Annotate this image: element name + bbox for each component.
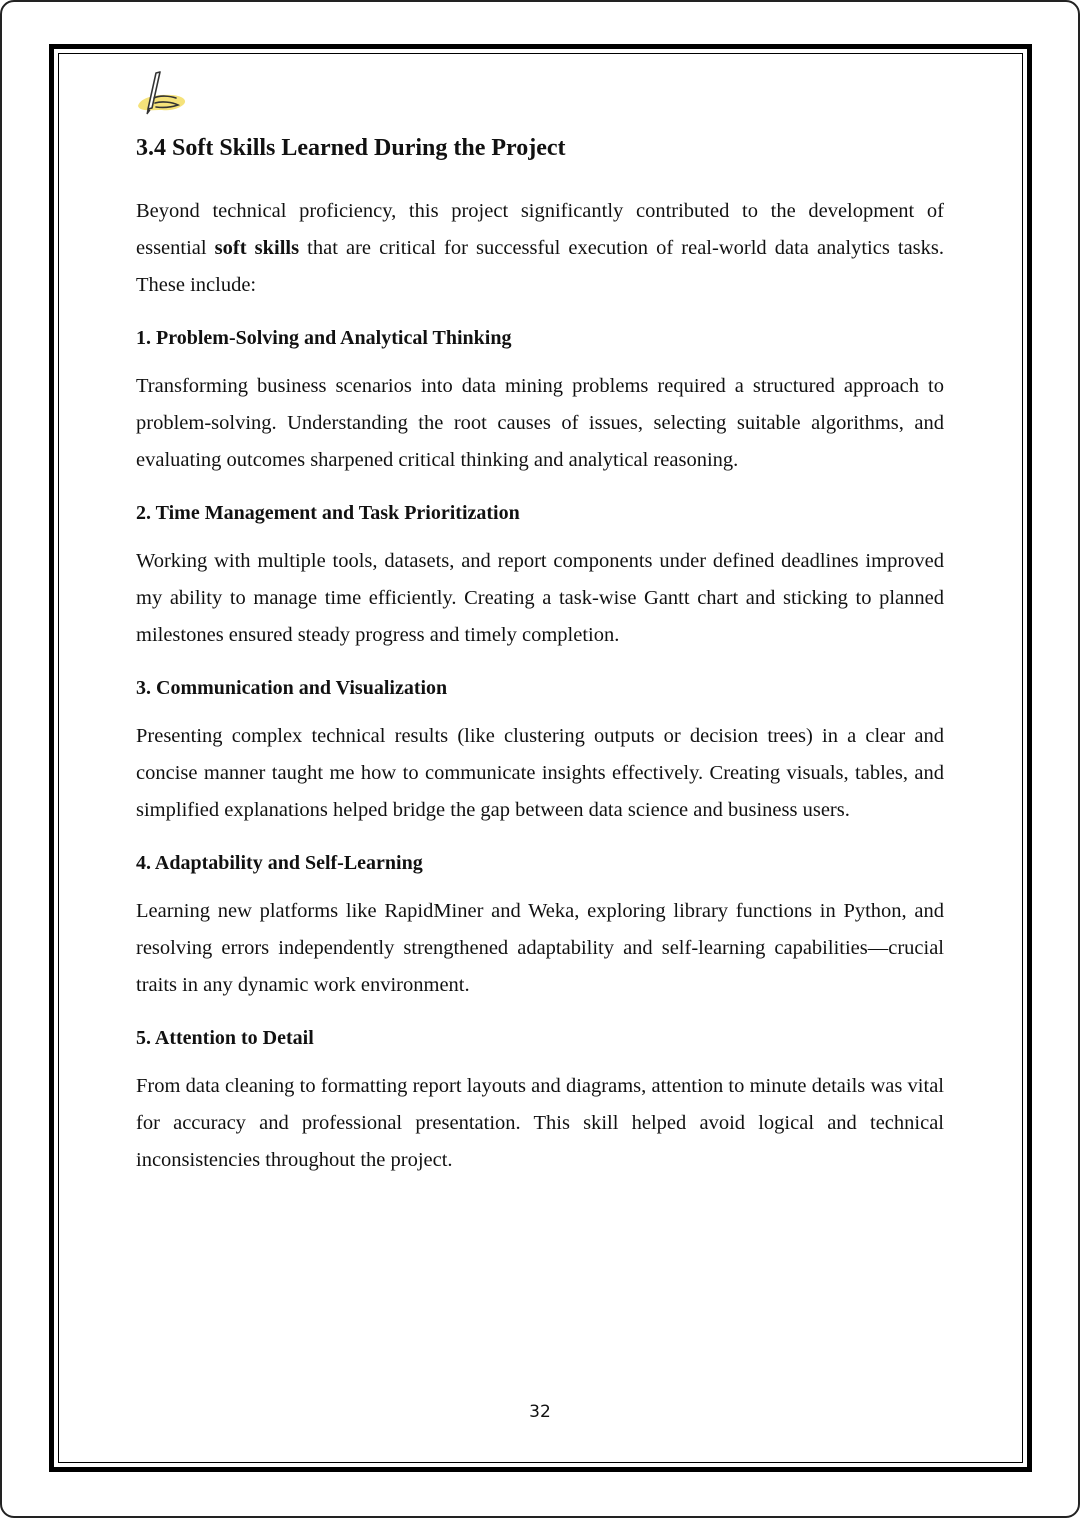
intro-text-end: that are critical for successful execution of real-world data analytics tasks. These include: (136, 237, 945, 296)
page-number: 32 (529, 1402, 551, 1422)
sub-heading-time-management: 2. Time Management and Task Prioritization (136, 502, 520, 524)
paragraph-problem-solving: Transforming business scenarios into data mining problems required a structured approach to problem-solving. Understanding the root causes of issues, selecting suitable algorithms, and evaluating outcomes sharpened critical thinking and analytical reasoning. (136, 375, 944, 471)
sub-heading-communication: 3. Communication and Visualization (136, 677, 448, 699)
intro-paragraph (136, 193, 944, 304)
paragraph-attention-to-detail: From data cleaning to formatting report layouts and diagrams, attention to minute details was vital for accuracy and professional presentation. This skill helped avoid logical and technical inconsistencies throughout the project. (136, 1075, 944, 1171)
pen-writing-icon (134, 70, 188, 116)
page-content (136, 126, 944, 1196)
paragraph-communication: Presenting complex technical results (like clustering outputs or decision trees) in a clear and concise manner taught me how to communicate insights effectively. Creating visuals, tables, and simplified explanations helped bridge the gap between data science and business users. (136, 725, 944, 821)
section-heading: 3.4 Soft Skills Learned During the Project (136, 135, 566, 161)
sub-heading-attention-to-detail: 5. Attention to Detail (136, 1027, 314, 1049)
sub-heading-adaptability: 4. Adaptability and Self-Learning (136, 852, 423, 874)
paragraph-adaptability: Learning new platforms like RapidMiner and Weka, exploring library functions in Python, and resolving errors independently strengthened adaptability and self-learning capabilities—crucial traits in any dynamic work environment. (136, 900, 944, 996)
intro-bold-term: soft skills (214, 237, 300, 259)
intro-text-start: Beyond technical proficiency, this project significantly contributed to the development of essential (136, 200, 944, 259)
sub-heading-problem-solving: 1. Problem-Solving and Analytical Thinking (136, 327, 512, 349)
paragraph-time-management: Working with multiple tools, datasets, and report components under defined deadlines improved my ability to manage time efficiently. Creating a task-wise Gantt chart and sticking to planned milestones ensured steady progress and timely completion. (136, 550, 944, 646)
